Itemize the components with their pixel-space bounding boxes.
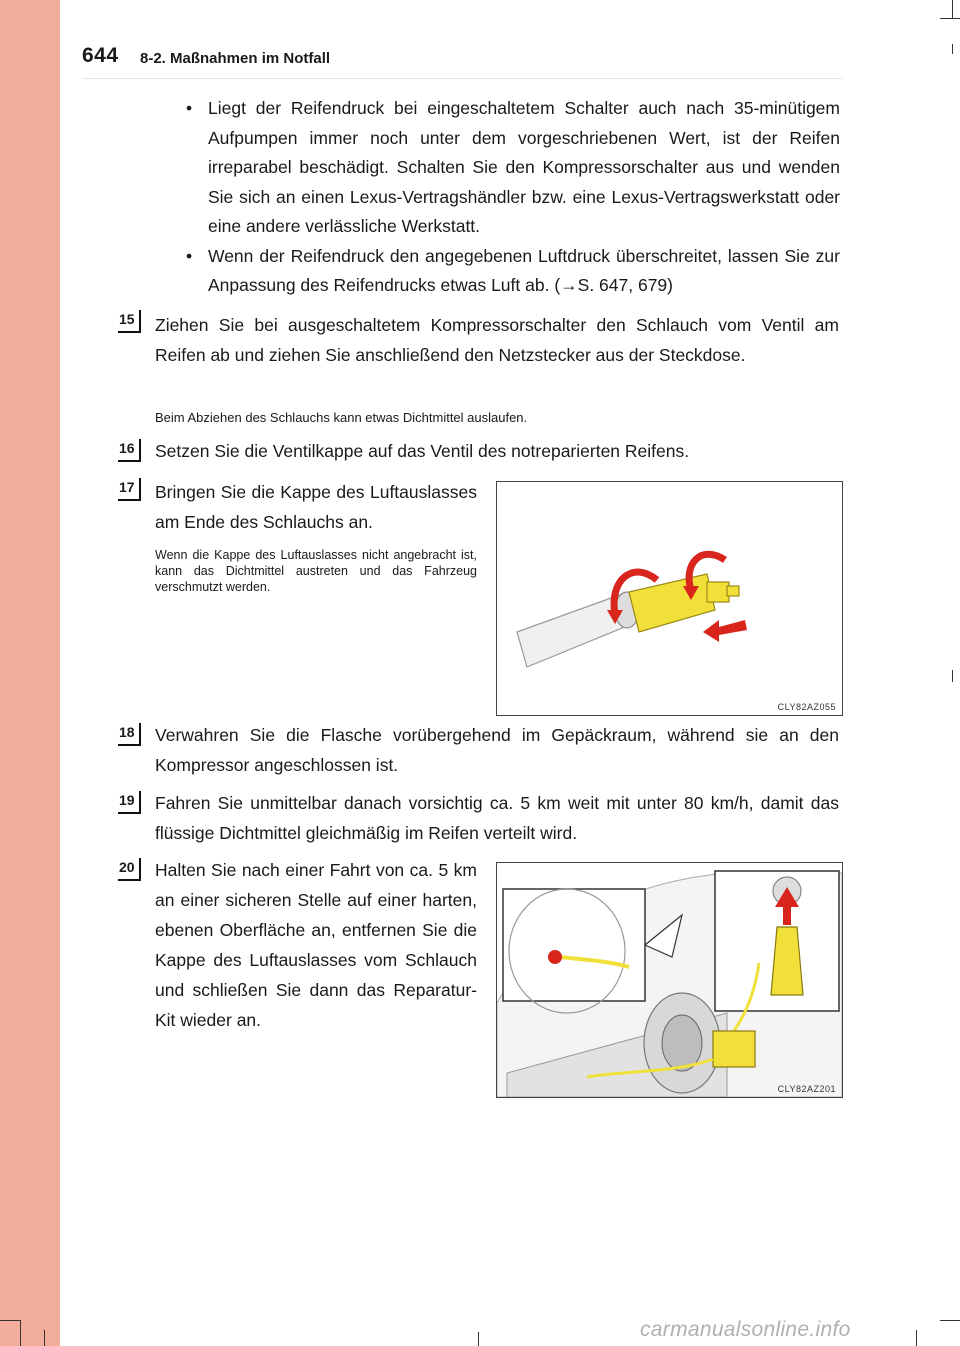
crop-mark	[952, 0, 953, 18]
header-divider	[82, 78, 842, 79]
step-text: Ziehen Sie bei ausgeschaltetem Kompressorschalter den Schlauch vom Ventil am Reifen ab und ziehen Sie anschließend den Netzstecker aus der Steckdose.	[155, 315, 839, 365]
watermark: carmanualsonline.info	[640, 1318, 851, 1341]
crop-mark	[952, 670, 953, 682]
page-number: 644	[82, 44, 119, 67]
bullet-list	[183, 94, 840, 301]
step-number: 17	[118, 478, 141, 501]
step-note: Wenn die Kappe des Luftauslasses nicht angebracht ist, kann das Dichtmittel austreten und das Fahrzeug verschmutzt werden.	[155, 548, 477, 594]
section-title: 8-2. Maßnahmen im Notfall	[140, 50, 331, 67]
crop-mark	[0, 1320, 20, 1321]
figure-code: CLY82AZ055	[777, 702, 836, 712]
crop-mark	[940, 18, 960, 19]
crop-mark	[478, 1332, 479, 1346]
bullet-text: Wenn der Reifendruck den angegebenen Luftdruck überschreitet, lassen Sie zur Anpassung des Reifendrucks etwas Luft ab. (→S. 647, 679)	[208, 245, 840, 295]
bullet-text: Liegt der Reifendruck bei eingeschaltetem Schalter auch nach 35-minütigem Aufpumpen immer noch unter dem vorgeschriebenen Wert, ist der Reifen irreparabel beschädigt. Schalten Sie den Kompressorschalter aus und wenden Sie sich an einen Lexus-Vertragshändler bzw. eine Lexus-Vertragswerkstatt oder eine andere verlässliche Werkstatt.	[208, 98, 840, 236]
hose-cap-drawing	[497, 482, 842, 715]
bullet-item	[183, 94, 840, 242]
step-text: Verwahren Sie die Flasche vorübergehend im Gepäckraum, während sie an den Kompressor angeschlossen ist.	[155, 725, 839, 775]
bullet-dot: •	[186, 245, 193, 266]
step-number: 15	[118, 310, 141, 333]
bullet-dot: •	[186, 98, 193, 118]
figure-code: CLY82AZ201	[777, 1084, 836, 1094]
crop-mark	[20, 1320, 21, 1346]
repair-kit-illustration	[496, 862, 843, 1098]
step-number: 16	[118, 439, 141, 462]
step-note: Beim Abziehen des Schlauchs kann etwas Dichtmittel auslaufen.	[155, 410, 528, 425]
step-number: 20	[118, 858, 141, 881]
crop-mark	[916, 1330, 917, 1346]
step-number: 19	[118, 791, 141, 814]
hose-cap-illustration	[496, 481, 843, 716]
step-number: 18	[118, 723, 141, 746]
crop-mark	[940, 1320, 960, 1321]
crop-mark	[952, 44, 953, 54]
crop-mark	[44, 1330, 45, 1346]
step-text: Fahren Sie unmittelbar danach vorsichtig ca. 5 km weit mit unter 80 km/h, damit das flüssige Dichtmittel gleichmäßig im Reifen verteilt wird.	[155, 793, 839, 843]
step-text: Halten Sie nach einer Fahrt von ca. 5 km an einer sicheren Stelle auf einer harten, ebenen Oberfläche an, entfernen Sie die Kappe des Luftauslasses vom Schlauch und schließen Sie dann das Reparatur-Kit wieder an.	[155, 860, 477, 1030]
step-text: Setzen Sie die Ventilkappe auf das Ventil des notreparierten Reifens.	[155, 441, 690, 461]
repair-kit-drawing	[497, 863, 842, 1097]
bullet-item	[183, 242, 840, 301]
side-color-bar	[0, 0, 60, 1346]
step-text: Bringen Sie die Kappe des Luftauslasses am Ende des Schlauchs an.	[155, 482, 477, 532]
